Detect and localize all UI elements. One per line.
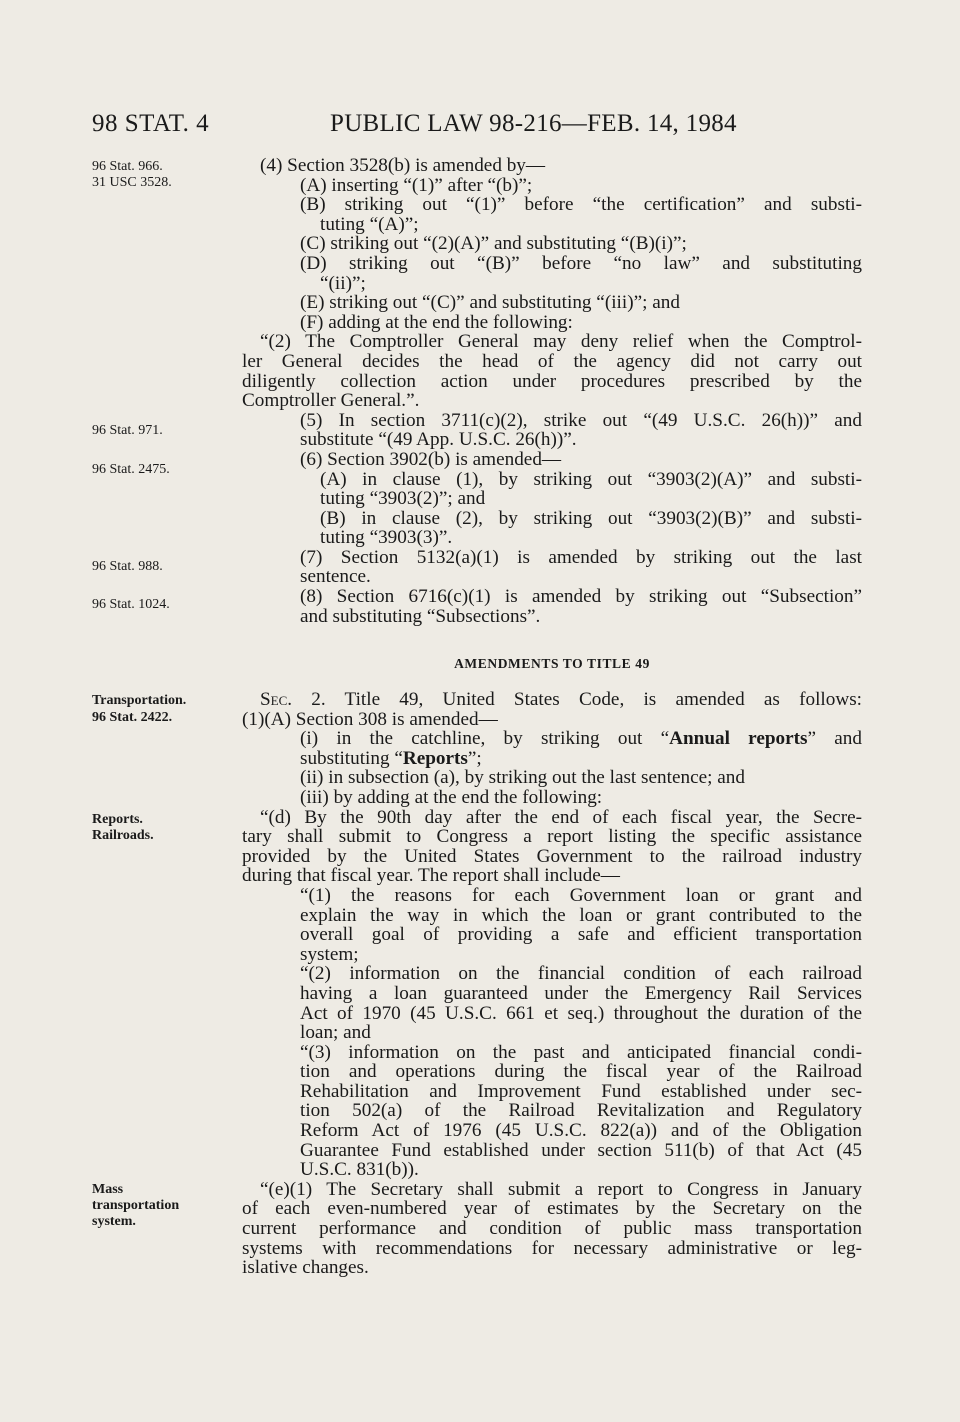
text-line: substitute “(49 App. U.S.C. 26(h))”. [300, 429, 577, 451]
sec-label: Sec. [260, 689, 293, 710]
text-line: (A) in clause (1), by striking out “3903(2)(A)” and substi- [320, 468, 862, 490]
text-fragment: substituting “ [300, 747, 403, 769]
text-line: “(ii)”; [320, 272, 366, 294]
text-line: (E) striking out “(C)” and substituting “(iii)”; and [300, 292, 680, 314]
text-fragment: ”; [467, 747, 482, 769]
text-line: (7) Section 5132(a)(1) is amended by striking out the last [300, 546, 862, 568]
text-line: having a loan guaranteed under the Emergency Rail Services [300, 982, 862, 1004]
text-line: (iii) by adding at the end the following: [300, 786, 603, 808]
text-line: systems with recommendations for necessary administrative or leg- [242, 1237, 862, 1259]
text-line [242, 749, 862, 769]
margin-note-transportation-2: transportation [92, 1198, 180, 1213]
text-line: (1)(A) Section 308 is amended— [242, 708, 498, 730]
text-line: “(2) The Comptroller General may deny relief when the Comptrol- [260, 331, 862, 353]
text-line: (ii) in subsection (a), by striking out the last sentence; and [300, 767, 745, 789]
text-line [242, 690, 862, 710]
margin-note-stat-2475: 96 Stat. 2475. [92, 462, 170, 477]
text-line: Comptroller General.”. [242, 390, 420, 412]
text-line: tion 502(a) of the Railroad Revitalization and Regulatory [300, 1100, 862, 1122]
bold-term: Reports [402, 747, 468, 769]
margin-note-stat-2422: 96 Stat. 2422. [92, 710, 173, 725]
text-line: “(d) By the 90th day after the end of each fiscal year, the Secre- [260, 806, 862, 828]
margin-note-stat-988: 96 Stat. 988. [92, 559, 163, 574]
text-line: system; [300, 943, 359, 965]
margin-note-mass: Mass [92, 1182, 124, 1197]
margin-note-railroads: Railroads. [92, 828, 154, 843]
text-line: and substituting “Subsections”. [300, 605, 541, 627]
amendments-block [242, 156, 862, 626]
text-line: (C) striking out “(2)(A)” and substituting “(B)(i)”; [300, 233, 687, 255]
text-line: provided by the United States Government to the railroad industry [242, 845, 862, 867]
text-line: (F) adding at the end the following: [300, 311, 573, 333]
margin-note-reports: Reports. [92, 812, 143, 827]
text-line: tuting “(A)”; [320, 213, 419, 235]
sec-2-intro: 2. Title 49, United States Code, is amended as follows: [292, 689, 862, 710]
bold-term: Annual reports [669, 728, 808, 750]
text-line: (5) In section 3711(c)(2), strike out “(49 U.S.C. 26(h))” and [300, 409, 862, 431]
text-line: Act of 1970 (45 U.S.C. 661 et seq.) throughout the duration of the [300, 1002, 862, 1024]
margin-note-transportation: Transportation. [92, 693, 187, 708]
margin-note-usc-3528: 31 USC 3528. [92, 175, 172, 190]
text-line: islative changes. [242, 1257, 369, 1279]
page-title: PUBLIC LAW 98-216—FEB. 14, 1984 [330, 110, 737, 137]
text-line: Guarantee Fund established under section 511(b) of that Act (45 [300, 1139, 862, 1161]
text-line: “(2) information on the financial condition of each railroad [300, 963, 862, 985]
text-line: during that fiscal year. The report shall include— [242, 865, 620, 887]
text-line: (4) Section 3528(b) is amended by— [260, 155, 546, 176]
text-line: (8) Section 6716(c)(1) is amended by striking out “Subsection” [300, 586, 862, 608]
text-line: of each even-numbered year of estimates by the Secretary on the [242, 1198, 862, 1220]
text-line: tion and operations during the fiscal year of the Railroad [300, 1061, 862, 1083]
stat-page-number: 98 STAT. 4 [92, 110, 210, 137]
margin-note-system: system. [92, 1214, 136, 1229]
text-fragment: (i) in the catchline, by striking out “ [300, 728, 670, 750]
text-line: Reform Act of 1976 (45 U.S.C. 822(a)) and of the Obligation [300, 1120, 862, 1142]
text-line: (6) Section 3902(b) is amended— [300, 448, 562, 470]
text-line: “(e)(1) The Secretary shall submit a report to Congress in January [260, 1178, 862, 1200]
margin-note-stat-971: 96 Stat. 971. [92, 423, 163, 438]
text-line: ler General decides the head of the agency did not carry out [242, 350, 862, 372]
text-line: tary shall submit to Congress a report listing the specific assistance [242, 826, 862, 848]
text-line: current performance and condition of public mass transportation [242, 1218, 862, 1240]
text-line: diligently collection action under procedures prescribed by the [242, 370, 862, 392]
text-line: sentence. [300, 566, 371, 588]
text-line: (B) in clause (2), by striking out “3903(2)(B)” and substi- [320, 507, 862, 529]
text-line: U.S.C. 831(b)). [300, 1159, 419, 1181]
margin-note-stat-1024: 96 Stat. 1024. [92, 597, 170, 612]
text-line [242, 729, 862, 749]
text-line: (D) striking out “(B)” before “no law” and substituting [300, 252, 862, 274]
text-line: explain the way in which the loan or grant contributed to the [300, 904, 862, 926]
text-fragment: ” and [807, 728, 862, 750]
section-2-block [242, 690, 862, 1278]
text-line: overall goal of providing a safe and efficient transportation [300, 924, 862, 946]
text-line: tuting “3903(3)”. [320, 527, 453, 549]
section-heading: AMENDMENTS TO TITLE 49 [454, 656, 650, 671]
text-line: tuting “3903(2)”; and [320, 488, 486, 510]
text-line: (A) inserting “(1)” after “(b)”; [300, 174, 533, 196]
text-line: “(1) the reasons for each Government loan or grant and [300, 884, 862, 906]
text-line: Rehabilitation and Improvement Fund established under sec- [300, 1080, 862, 1102]
text-line: “(3) information on the past and anticipated financial condi- [300, 1041, 862, 1063]
text-line: (B) striking out “(1)” before “the certification” and substi- [300, 194, 862, 216]
text-line: loan; and [300, 1022, 371, 1044]
margin-note-stat-966: 96 Stat. 966. [92, 159, 163, 174]
